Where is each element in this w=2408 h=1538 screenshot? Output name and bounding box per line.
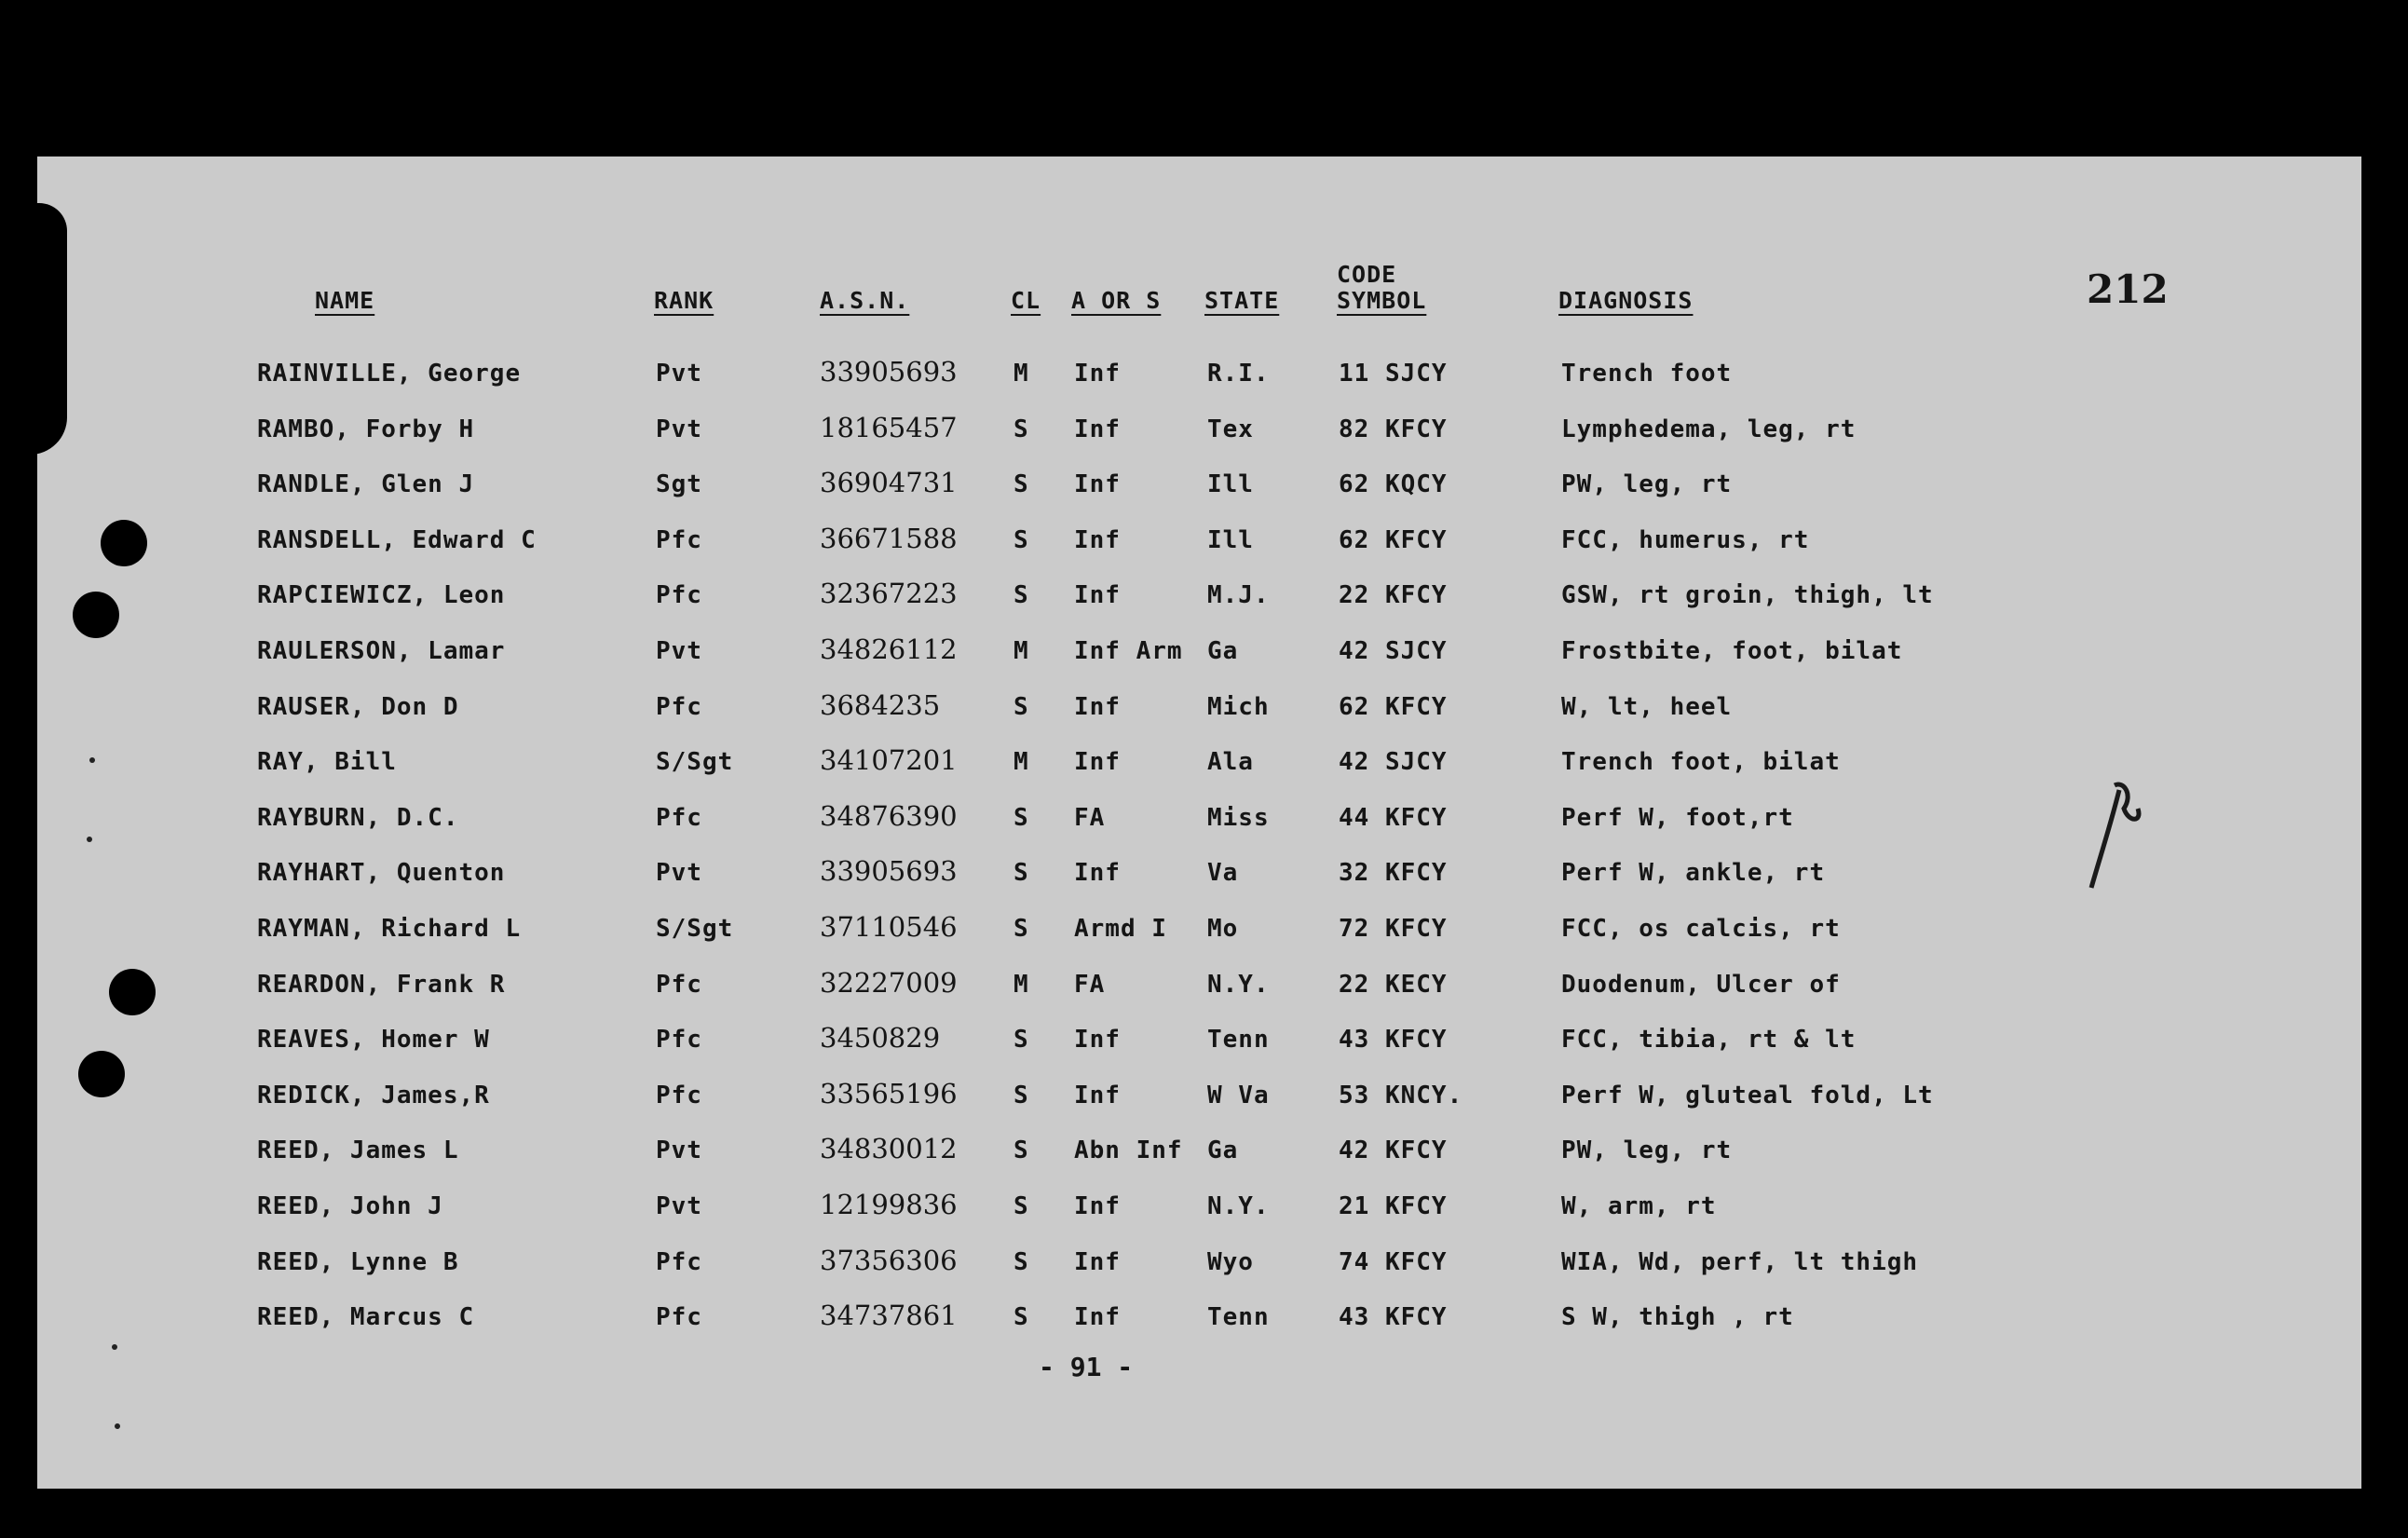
cell-code: 42 KFCY: [1339, 1136, 1448, 1165]
handwritten-mark: [2082, 771, 2156, 902]
cell-state: Ga: [1207, 636, 1239, 665]
cell-rank: S/Sgt: [656, 914, 734, 943]
cell-cl: S: [1014, 914, 1029, 943]
cell-aors: Inf: [1074, 525, 1121, 554]
cell-state: Ill: [1207, 470, 1254, 499]
cell-diagnosis: WIA, Wd, perf, lt thigh: [1561, 1247, 1919, 1276]
cell-name: RANSDELL, Edward C: [257, 525, 537, 554]
table-row: [37, 510, 2361, 565]
cell-rank: Pfc: [656, 970, 702, 999]
speck: [112, 1344, 117, 1350]
table-body: [37, 343, 2361, 1342]
cell-cl: S: [1014, 1026, 1029, 1055]
cell-name: REDICK, James,R: [257, 1081, 490, 1109]
cell-rank: Pfc: [656, 525, 702, 554]
cell-diagnosis: Frostbite, foot, bilat: [1561, 636, 1903, 665]
cell-asn: 34830012: [820, 1133, 958, 1165]
cell-cl: S: [1014, 1191, 1029, 1220]
cell-state: Tenn: [1207, 1303, 1270, 1332]
footer-page-number: - 91 -: [1039, 1352, 1134, 1382]
cell-diagnosis: Perf W, foot,rt: [1561, 803, 1794, 832]
cell-aors: Inf: [1074, 1247, 1121, 1276]
cell-code: 82 KFCY: [1339, 415, 1448, 443]
cell-asn: 33565196: [820, 1077, 958, 1109]
cell-cl: M: [1014, 636, 1029, 665]
cell-diagnosis: Trench foot, bilat: [1561, 748, 1841, 777]
cell-name: RAPCIEWICZ, Leon: [257, 581, 506, 610]
table-row: [37, 1120, 2361, 1176]
cell-asn: 32367223: [820, 578, 958, 610]
header-code-symbol: SYMBOL: [1337, 287, 1427, 314]
cell-aors: FA: [1074, 970, 1106, 999]
cell-state: N.Y.: [1207, 970, 1270, 999]
cell-code: 62 KQCY: [1339, 470, 1448, 499]
cell-cl: S: [1014, 1136, 1029, 1165]
cell-asn: 33905693: [820, 356, 958, 388]
cell-state: Wyo: [1207, 1247, 1254, 1276]
cell-cl: S: [1014, 859, 1029, 888]
table-row: [37, 1176, 2361, 1232]
speck: [115, 1423, 120, 1429]
table-row: [37, 620, 2361, 676]
cell-code: 11 SJCY: [1339, 360, 1448, 388]
cell-rank: Pvt: [656, 859, 702, 888]
cell-rank: Pfc: [656, 581, 702, 610]
cell-cl: S: [1014, 581, 1029, 610]
cell-name: RAY, Bill: [257, 748, 397, 777]
cell-diagnosis: S W, thigh , rt: [1561, 1303, 1794, 1332]
table-row: [37, 898, 2361, 954]
cell-name: RAULERSON, Lamar: [257, 636, 506, 665]
cell-asn: 12199836: [820, 1188, 958, 1220]
cell-code: 42 SJCY: [1339, 748, 1448, 777]
cell-diagnosis: Perf W, ankle, rt: [1561, 859, 1826, 888]
cell-code: 22 KFCY: [1339, 581, 1448, 610]
cell-cl: S: [1014, 1303, 1029, 1332]
header-diagnosis: DIAGNOSIS: [1558, 287, 1694, 314]
table-row: [37, 842, 2361, 898]
cell-diagnosis: Trench foot: [1561, 360, 1733, 388]
table-row: [37, 399, 2361, 455]
cell-diagnosis: FCC, os calcis, rt: [1561, 914, 1841, 943]
cell-cl: S: [1014, 692, 1029, 721]
cell-code: 32 KFCY: [1339, 859, 1448, 888]
cell-cl: M: [1014, 748, 1029, 777]
cell-diagnosis: W, lt, heel: [1561, 692, 1733, 721]
cell-code: 21 KFCY: [1339, 1191, 1448, 1220]
header-asn: A.S.N.: [820, 287, 910, 314]
cell-aors: Inf: [1074, 1081, 1121, 1109]
cell-asn: 34107201: [820, 744, 958, 777]
cell-aors: Inf: [1074, 1303, 1121, 1332]
cell-code: 43 KFCY: [1339, 1303, 1448, 1332]
cell-aors: Inf: [1074, 360, 1121, 388]
cell-name: RAINVILLE, George: [257, 360, 522, 388]
header-code-line1: CODE: [1337, 261, 1397, 288]
table-row: [37, 731, 2361, 787]
cell-aors: FA: [1074, 803, 1106, 832]
cell-state: Ill: [1207, 525, 1254, 554]
cell-state: Mo: [1207, 914, 1239, 943]
cell-cl: M: [1014, 970, 1029, 999]
cell-asn: 34826112: [820, 633, 958, 665]
cell-asn: 36671588: [820, 522, 958, 554]
table-row: [37, 1009, 2361, 1065]
cell-diagnosis: GSW, rt groin, thigh, lt: [1561, 581, 1934, 610]
cell-code: 74 KFCY: [1339, 1247, 1448, 1276]
cell-state: Ga: [1207, 1136, 1239, 1165]
cell-aors: Inf: [1074, 415, 1121, 443]
cell-state: W Va: [1207, 1081, 1270, 1109]
cell-asn: 33905693: [820, 855, 958, 888]
table-row: [37, 1232, 2361, 1287]
cell-cl: S: [1014, 1247, 1029, 1276]
cell-rank: S/Sgt: [656, 748, 734, 777]
cell-rank: Pvt: [656, 1191, 702, 1220]
cell-asn: 3684235: [820, 688, 941, 721]
cell-diagnosis: Perf W, gluteal fold, Lt: [1561, 1081, 1934, 1109]
cell-name: RAYBURN, D.C.: [257, 803, 459, 832]
cell-aors: Inf: [1074, 692, 1121, 721]
cell-code: 42 SJCY: [1339, 636, 1448, 665]
cell-name: REED, Lynne B: [257, 1247, 459, 1276]
cell-diagnosis: Duodenum, Ulcer of: [1561, 970, 1841, 999]
cell-cl: S: [1014, 1081, 1029, 1109]
cell-state: R.I.: [1207, 360, 1270, 388]
cell-state: N.Y.: [1207, 1191, 1270, 1220]
cell-state: Ala: [1207, 748, 1254, 777]
cell-rank: Pfc: [656, 1026, 702, 1055]
cell-name: REED, James L: [257, 1136, 459, 1165]
cell-code: 53 KNCY.: [1339, 1081, 1463, 1109]
table-row: [37, 565, 2361, 620]
cell-rank: Pvt: [656, 1136, 702, 1165]
cell-state: Tenn: [1207, 1026, 1270, 1055]
cell-name: REED, Marcus C: [257, 1303, 475, 1332]
cell-name: REAVES, Homer W: [257, 1026, 490, 1055]
table-row: [37, 787, 2361, 843]
header-cl: CL: [1011, 287, 1041, 314]
cell-asn: 37110546: [820, 910, 958, 943]
cell-state: Miss: [1207, 803, 1270, 832]
cell-asn: 37356306: [820, 1244, 958, 1276]
table-row: [37, 954, 2361, 1010]
table-row: [37, 454, 2361, 510]
cell-code: 44 KFCY: [1339, 803, 1448, 832]
cell-diagnosis: W, arm, rt: [1561, 1191, 1717, 1220]
cell-code: 72 KFCY: [1339, 914, 1448, 943]
cell-aors: Inf: [1074, 1191, 1121, 1220]
cell-name: REED, John J: [257, 1191, 443, 1220]
cell-code: 22 KECY: [1339, 970, 1448, 999]
table-row: [37, 1286, 2361, 1342]
cell-diagnosis: FCC, humerus, rt: [1561, 525, 1810, 554]
cell-aors: Abn Inf: [1074, 1136, 1183, 1165]
page-number: 212: [2087, 266, 2169, 312]
cell-asn: 18165457: [820, 411, 958, 443]
cell-name: RAYHART, Quenton: [257, 859, 506, 888]
cell-asn: 34737861: [820, 1300, 958, 1332]
cell-diagnosis: PW, leg, rt: [1561, 1136, 1733, 1165]
cell-rank: Pfc: [656, 803, 702, 832]
cell-name: RAYMAN, Richard L: [257, 914, 522, 943]
cell-state: Va: [1207, 859, 1239, 888]
table-row: [37, 676, 2361, 732]
cell-asn: 3450829: [820, 1022, 941, 1055]
cell-name: RANDLE, Glen J: [257, 470, 475, 499]
table-row: [37, 343, 2361, 399]
cell-cl: S: [1014, 525, 1029, 554]
cell-aors: Inf: [1074, 581, 1121, 610]
cell-asn: 32227009: [820, 966, 958, 999]
cell-rank: Sgt: [656, 470, 702, 499]
casualty-register-page: [37, 157, 2361, 1489]
cell-asn: 34876390: [820, 799, 958, 832]
cell-aors: Inf: [1074, 748, 1121, 777]
cell-aors: Inf: [1074, 470, 1121, 499]
cell-rank: Pvt: [656, 415, 702, 443]
cell-rank: Pfc: [656, 692, 702, 721]
cell-diagnosis: Lymphedema, leg, rt: [1561, 415, 1857, 443]
cell-state: Tex: [1207, 415, 1254, 443]
header-a-or-s: A OR S: [1071, 287, 1162, 314]
cell-state: M.J.: [1207, 581, 1270, 610]
cell-diagnosis: PW, leg, rt: [1561, 470, 1733, 499]
cell-cl: M: [1014, 360, 1029, 388]
cell-rank: Pfc: [656, 1303, 702, 1332]
cell-aors: Armd I: [1074, 914, 1167, 943]
cell-aors: Inf Arm: [1074, 636, 1183, 665]
cell-state: Mich: [1207, 692, 1270, 721]
cell-code: 43 KFCY: [1339, 1026, 1448, 1055]
cell-name: REARDON, Frank R: [257, 970, 506, 999]
cell-rank: Pfc: [656, 1247, 702, 1276]
cell-rank: Pvt: [656, 636, 702, 665]
header-name: NAME: [315, 287, 375, 314]
cell-code: 62 KFCY: [1339, 525, 1448, 554]
cell-code: 62 KFCY: [1339, 692, 1448, 721]
cell-asn: 36904731: [820, 467, 958, 499]
cell-name: RAUSER, Don D: [257, 692, 459, 721]
table-row: [37, 1065, 2361, 1121]
cell-aors: Inf: [1074, 859, 1121, 888]
cell-rank: Pvt: [656, 360, 702, 388]
cell-cl: S: [1014, 415, 1029, 443]
cell-cl: S: [1014, 803, 1029, 832]
cell-name: RAMBO, Forby H: [257, 415, 475, 443]
cell-diagnosis: FCC, tibia, rt & lt: [1561, 1026, 1857, 1055]
cell-cl: S: [1014, 470, 1029, 499]
header-state: STATE: [1204, 287, 1280, 314]
cell-rank: Pfc: [656, 1081, 702, 1109]
cell-aors: Inf: [1074, 1026, 1121, 1055]
header-rank: RANK: [654, 287, 714, 314]
